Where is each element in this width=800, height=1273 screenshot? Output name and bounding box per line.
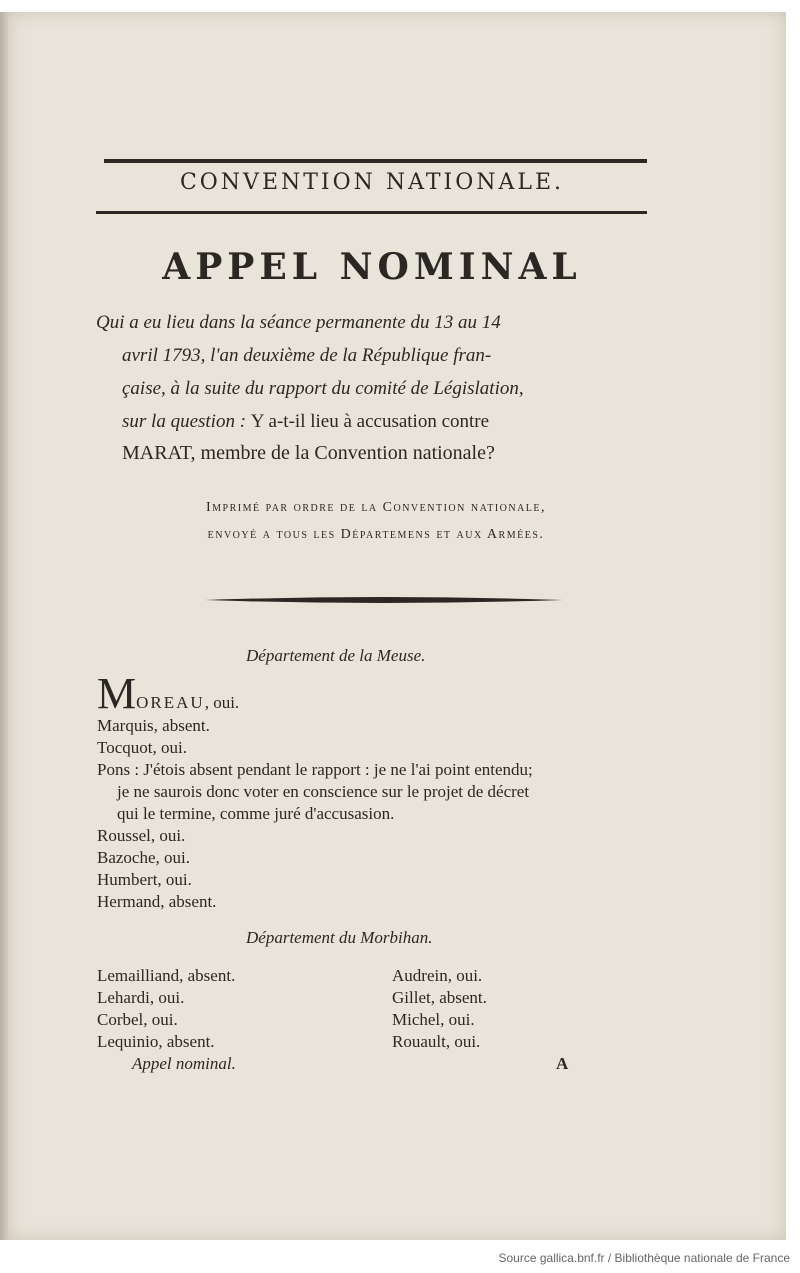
- meuse-entry: je ne saurois donc voter en conscience sur le projet de décret: [117, 782, 530, 801]
- drop-cap: M: [97, 669, 137, 718]
- header-rule-top: [104, 159, 647, 163]
- morbihan-entry-right: Gillet, absent.: [392, 988, 487, 1007]
- header-rule-bottom: [96, 211, 647, 214]
- page-title: APPEL NOMINAL: [162, 246, 582, 288]
- meuse-entry: Roussel, oui.: [97, 826, 186, 845]
- intro-line-4-roman: Y a-t-il lieu à accusation contre: [250, 411, 490, 432]
- first-entry-vote: , oui.: [204, 693, 240, 712]
- document-page: [8, 12, 786, 1240]
- signature-mark: A: [556, 1054, 569, 1073]
- morbihan-entry-right: Audrein, oui.: [392, 966, 483, 985]
- convention-header: CONVENTION NATIONALE.: [179, 170, 565, 195]
- intro-line-2: avril 1793, l'an deuxième de la République fran-: [122, 345, 492, 366]
- morbihan-entry-left: Lemailliand, absent.: [97, 966, 236, 985]
- intro-line-4-italic: sur la question :: [122, 411, 247, 432]
- meuse-entry: Pons : J'étois absent pendant le rapport : je ne l'ai point entendu;: [97, 760, 533, 779]
- catchword: Appel nominal.: [132, 1054, 236, 1073]
- imprime-line-2: envoyé a tous les Départemens et aux Armées.: [207, 527, 545, 542]
- intro-line-3: çaise, à la suite du rapport du comité de Législation,: [122, 378, 524, 399]
- meuse-entry: Marquis, absent.: [97, 716, 210, 735]
- ornament-rule: [205, 595, 563, 605]
- first-entry-name: OREAU: [136, 693, 205, 712]
- first-entry-moreau: [97, 669, 240, 718]
- section-heading-meuse: Département de la Meuse.: [246, 646, 426, 665]
- meuse-entry: Hermand, absent.: [97, 892, 217, 911]
- morbihan-entry-right: Rouault, oui.: [392, 1032, 481, 1051]
- meuse-entry: Tocquot, oui.: [97, 738, 187, 757]
- meuse-entry: qui le termine, comme juré d'accusasion.: [117, 804, 395, 823]
- morbihan-entry-left: Lequinio, absent.: [97, 1032, 215, 1051]
- source-credit: Source gallica.bnf.fr / Bibliothèque nationale de France: [498, 1251, 790, 1265]
- intro-line-1: Qui a eu lieu dans la séance permanente du 13 au 14: [96, 312, 501, 333]
- morbihan-entry-left: Lehardi, oui.: [97, 988, 185, 1007]
- meuse-entry: Bazoche, oui.: [97, 848, 190, 867]
- meuse-entry: Humbert, oui.: [97, 870, 192, 889]
- intro-line-4: [122, 411, 682, 433]
- morbihan-entry-left: Corbel, oui.: [97, 1010, 178, 1029]
- intro-line-5: MARAT, membre de la Convention nationale?: [122, 442, 495, 464]
- morbihan-entry-right: Michel, oui.: [392, 1010, 475, 1029]
- section-heading-morbihan: Département du Morbihan.: [246, 928, 433, 947]
- imprime-line-1: Imprimé par ordre de la Convention nationale,: [205, 500, 547, 515]
